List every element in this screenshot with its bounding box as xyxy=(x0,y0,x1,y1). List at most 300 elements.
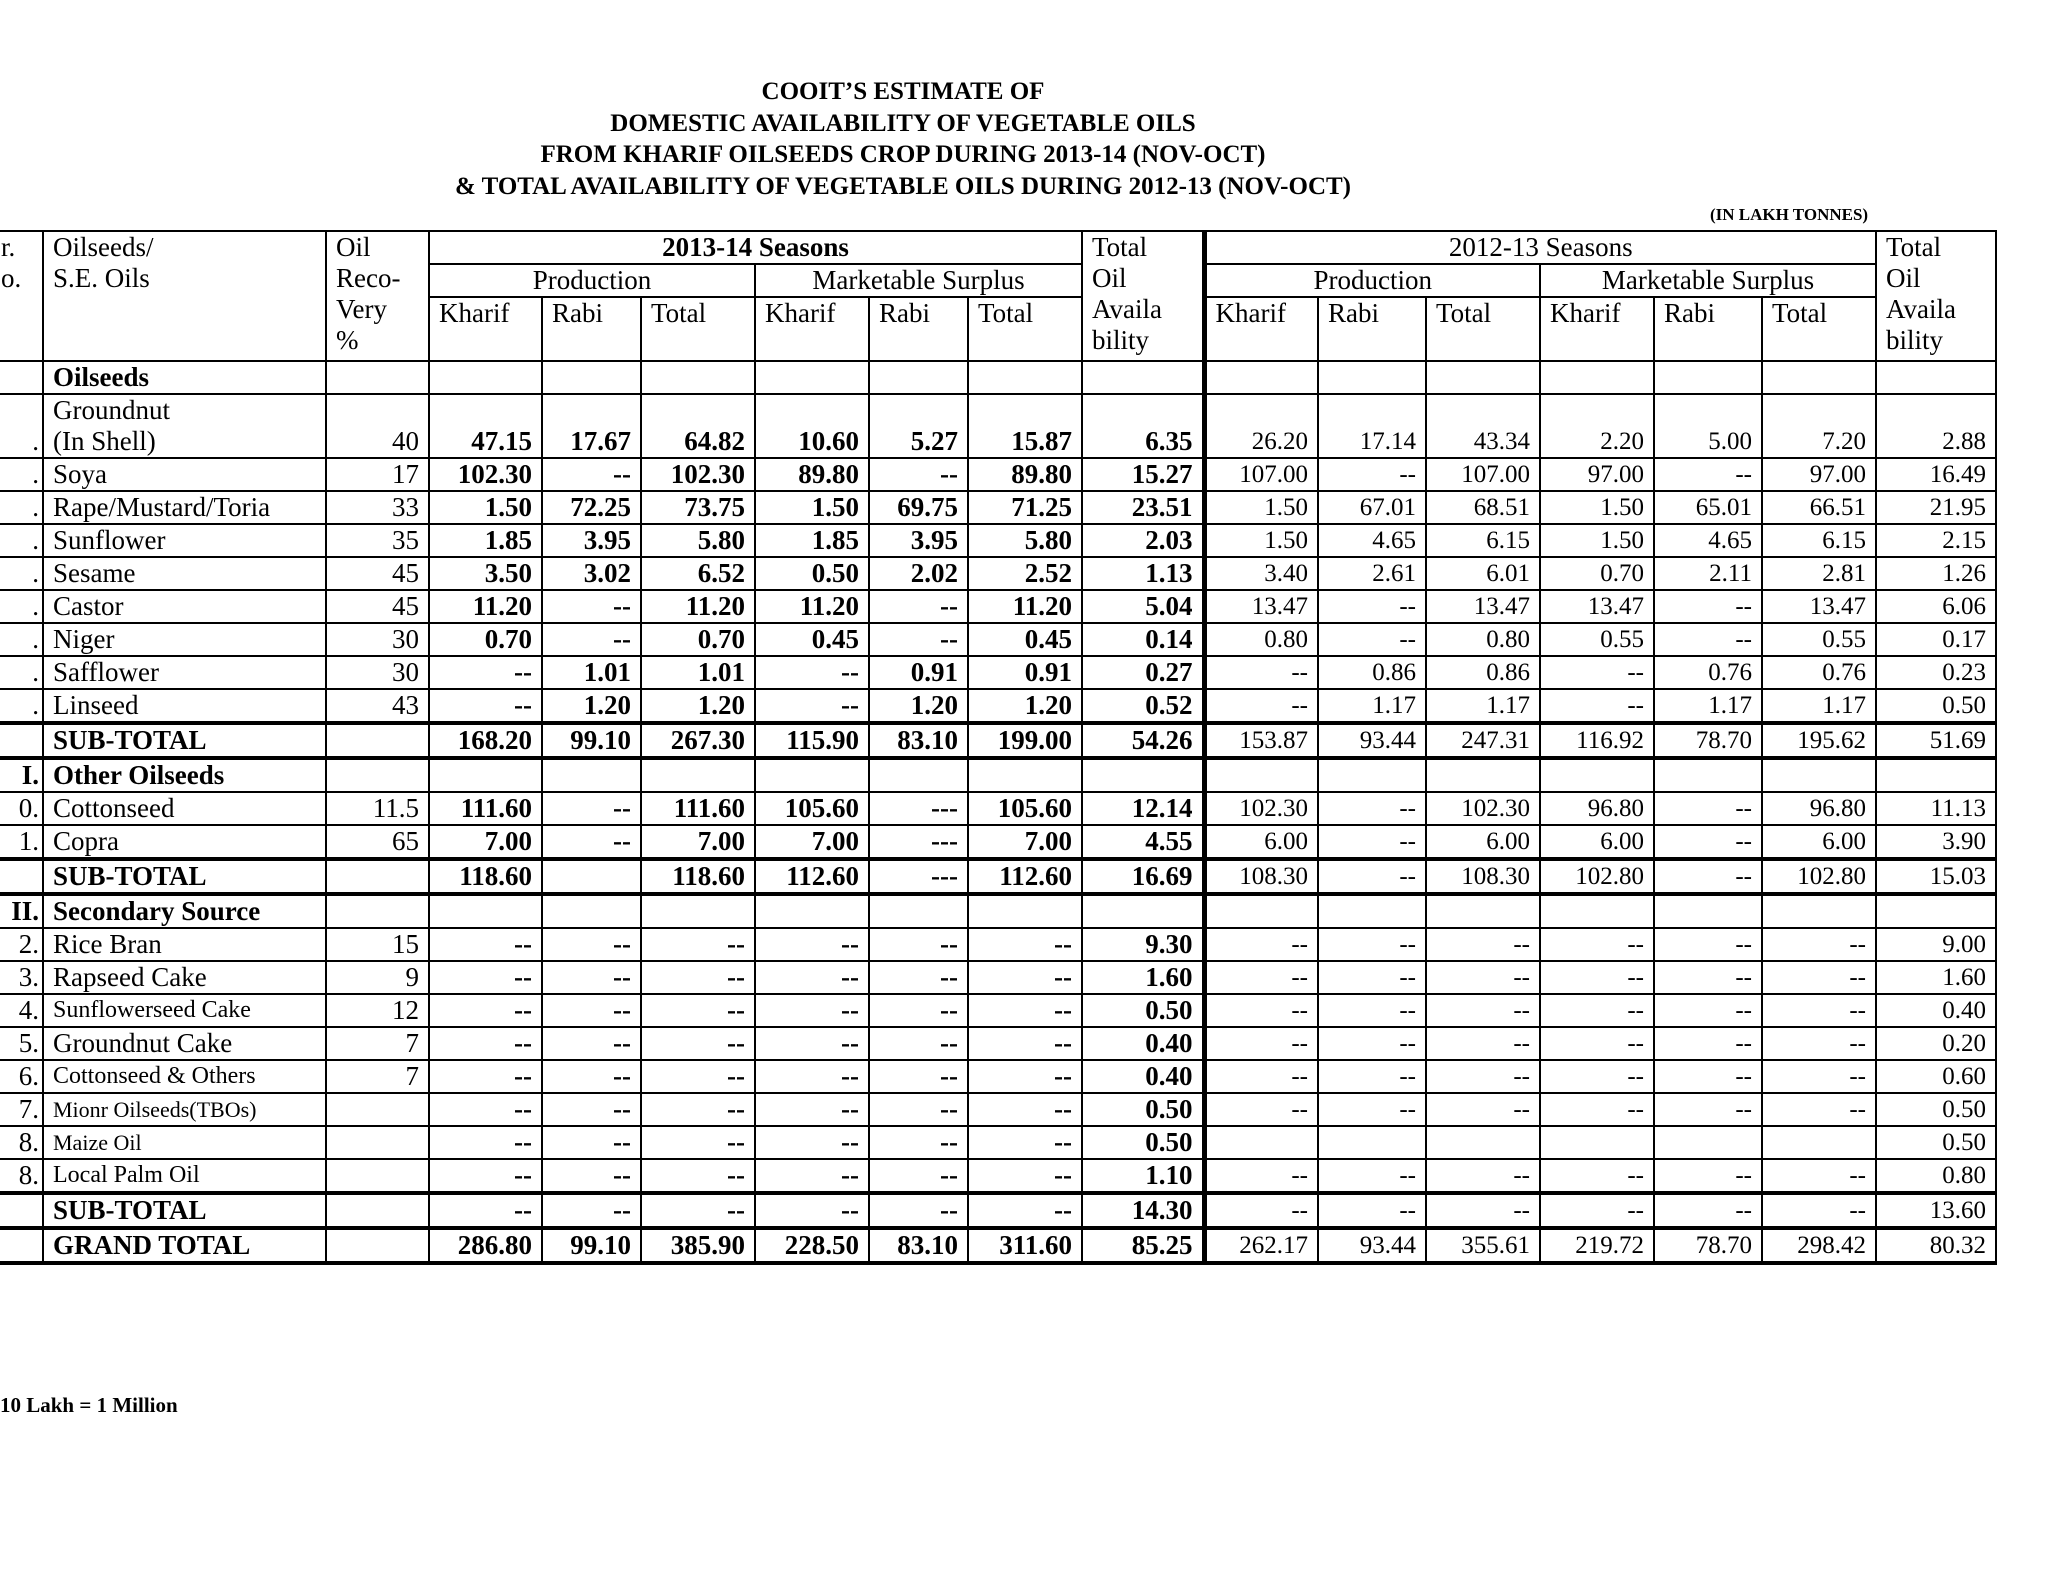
row-name: Linseed xyxy=(43,689,326,723)
value-2013: -- xyxy=(755,656,869,689)
value-2012: 13.60 xyxy=(1876,1193,1996,1228)
subtotal-row xyxy=(0,723,1996,758)
value-2012: 0.86 xyxy=(1426,656,1540,689)
row-recovery xyxy=(326,1126,429,1159)
table-row xyxy=(0,491,1996,524)
empty-cell xyxy=(326,361,429,394)
header-total-oil-2012 xyxy=(1876,231,1996,361)
value-2013: 72.25 xyxy=(542,491,641,524)
value-2012: 13.47 xyxy=(1540,590,1654,623)
value-2012: 1.50 xyxy=(1204,491,1318,524)
section-sr xyxy=(0,361,43,394)
value-2012: 108.30 xyxy=(1204,859,1318,894)
value-2012: -- xyxy=(1318,792,1426,825)
header-total-oil-line: bility xyxy=(1092,325,1150,355)
empty-cell xyxy=(1762,361,1876,394)
value-2012: -- xyxy=(1318,1027,1426,1060)
header-rabi: Rabi xyxy=(869,297,968,361)
table-row xyxy=(0,928,1996,961)
value-2012: 0.80 xyxy=(1426,623,1540,656)
value-2012: 0.80 xyxy=(1204,623,1318,656)
empty-cell xyxy=(1082,361,1204,394)
value-2012 xyxy=(1762,1126,1876,1159)
header-marketable-surplus: Marketable Surplus xyxy=(1540,264,1876,297)
header-total-oil-2013 xyxy=(1082,231,1204,361)
value-2013: -- xyxy=(755,1159,869,1193)
empty-cell xyxy=(869,361,968,394)
row-sr: 8. xyxy=(0,1126,43,1159)
value-2013: 5.04 xyxy=(1082,590,1204,623)
row-name: Copra xyxy=(43,825,326,859)
value-2012: 93.44 xyxy=(1318,1228,1426,1263)
value-2012: -- xyxy=(1654,792,1762,825)
empty-cell xyxy=(1654,894,1762,928)
value-2013: 89.80 xyxy=(755,458,869,491)
title-line: & TOTAL AVAILABILITY OF VEGETABLE OILS DURING 2012-13 (NOV-OCT) xyxy=(454,173,1352,200)
row-name: Sunflowerseed Cake xyxy=(43,994,326,1027)
value-2013: 11.20 xyxy=(429,590,542,623)
row-sr: . xyxy=(0,623,43,656)
title-line: DOMESTIC AVAILABILITY OF VEGETABLE OILS xyxy=(610,110,1196,137)
value-2013: 3.95 xyxy=(542,524,641,557)
value-2012: -- xyxy=(1204,1159,1318,1193)
value-2013: -- xyxy=(542,1027,641,1060)
value-2012: 4.65 xyxy=(1318,524,1426,557)
value-2013: -- xyxy=(869,994,968,1027)
value-2013: -- xyxy=(542,792,641,825)
value-2012: -- xyxy=(1540,994,1654,1027)
value-2013: 1.60 xyxy=(1082,961,1204,994)
value-2013: 1.20 xyxy=(968,689,1082,723)
value-2012: -- xyxy=(1762,1193,1876,1228)
value-2012: 0.17 xyxy=(1876,623,1996,656)
value-2013: -- xyxy=(429,928,542,961)
value-2012: 6.15 xyxy=(1762,524,1876,557)
table-row xyxy=(0,689,1996,723)
value-2013: 54.26 xyxy=(1082,723,1204,758)
value-2013: 111.60 xyxy=(429,792,542,825)
value-2012: -- xyxy=(1654,961,1762,994)
header-production: Production xyxy=(1204,264,1540,297)
value-2012: 1.50 xyxy=(1540,491,1654,524)
header-total-oil-line: Oil xyxy=(1092,263,1127,293)
value-2012 xyxy=(1540,1126,1654,1159)
empty-cell xyxy=(1318,361,1426,394)
value-2013: 15.27 xyxy=(1082,458,1204,491)
value-2012: 1.26 xyxy=(1876,557,1996,590)
value-2013: -- xyxy=(968,1027,1082,1060)
value-2012: 0.80 xyxy=(1876,1159,1996,1193)
value-2013: -- xyxy=(968,1060,1082,1093)
value-2013: -- xyxy=(869,961,968,994)
value-2013: 286.80 xyxy=(429,1228,542,1263)
row-sr: . xyxy=(0,524,43,557)
header-sr-2: o. xyxy=(1,263,22,293)
value-2012: 13.47 xyxy=(1762,590,1876,623)
value-2013: -- xyxy=(641,1193,755,1228)
value-2012: 51.69 xyxy=(1876,723,1996,758)
header-season-2012: 2012-13 Seasons xyxy=(1204,231,1876,264)
value-2013: 0.70 xyxy=(641,623,755,656)
row-name: Maize Oil xyxy=(43,1126,326,1159)
value-2013: -- xyxy=(755,1093,869,1126)
value-2012: 0.50 xyxy=(1876,1126,1996,1159)
value-2013: 1.50 xyxy=(755,491,869,524)
value-2013: -- xyxy=(542,1060,641,1093)
value-2012: 26.20 xyxy=(1204,394,1318,458)
empty-cell xyxy=(1654,361,1762,394)
value-2012: 15.03 xyxy=(1876,859,1996,894)
value-2013: 1.20 xyxy=(641,689,755,723)
value-2013: 0.40 xyxy=(1082,1060,1204,1093)
value-2013: 11.20 xyxy=(641,590,755,623)
header-row xyxy=(0,231,1996,264)
value-2012: -- xyxy=(1318,825,1426,859)
row-recovery: 33 xyxy=(326,491,429,524)
value-2012: 96.80 xyxy=(1540,792,1654,825)
value-2012: -- xyxy=(1654,1193,1762,1228)
value-2012: -- xyxy=(1654,1060,1762,1093)
value-2012: -- xyxy=(1762,1027,1876,1060)
value-2012: -- xyxy=(1654,1027,1762,1060)
value-2013: -- xyxy=(869,1126,968,1159)
value-2013: 0.52 xyxy=(1082,689,1204,723)
section-header-row xyxy=(0,361,1996,394)
value-2012: -- xyxy=(1762,961,1876,994)
value-2013: -- xyxy=(429,1093,542,1126)
empty-cell xyxy=(1082,894,1204,928)
value-2013: -- xyxy=(869,458,968,491)
value-2012: 1.60 xyxy=(1876,961,1996,994)
value-2013: 1.10 xyxy=(1082,1159,1204,1193)
header-oil-recovery-line: Oil xyxy=(336,232,371,262)
value-2012: 107.00 xyxy=(1426,458,1540,491)
row-name xyxy=(43,394,326,458)
empty-cell xyxy=(968,758,1082,792)
value-2013: -- xyxy=(542,825,641,859)
header-sr-1: r. xyxy=(1,232,16,262)
value-2012: 13.47 xyxy=(1204,590,1318,623)
value-2012: -- xyxy=(1540,689,1654,723)
value-2013: -- xyxy=(429,961,542,994)
row-sr xyxy=(0,1193,43,1228)
subtotal-label: SUB-TOTAL xyxy=(43,859,326,894)
value-2013: -- xyxy=(968,1093,1082,1126)
empty-cell xyxy=(869,894,968,928)
row-recovery: 45 xyxy=(326,590,429,623)
empty-cell xyxy=(429,361,542,394)
value-2013: -- xyxy=(968,1193,1082,1228)
value-2013: 2.03 xyxy=(1082,524,1204,557)
value-2013: -- xyxy=(542,1093,641,1126)
empty-cell xyxy=(429,894,542,928)
header-production: Production xyxy=(429,264,755,297)
value-2012: -- xyxy=(1318,623,1426,656)
value-2013: 0.40 xyxy=(1082,1027,1204,1060)
value-2012: 6.15 xyxy=(1426,524,1540,557)
value-2013: 5.80 xyxy=(968,524,1082,557)
value-2012: 67.01 xyxy=(1318,491,1426,524)
value-2012: -- xyxy=(1318,458,1426,491)
value-2013: 112.60 xyxy=(755,859,869,894)
table-row xyxy=(0,557,1996,590)
value-2012: 13.47 xyxy=(1426,590,1540,623)
subtotal-row xyxy=(0,1193,1996,1228)
value-2013: -- xyxy=(542,1159,641,1193)
value-2013: 7.00 xyxy=(429,825,542,859)
table-row xyxy=(0,394,1996,458)
value-2012: 5.00 xyxy=(1654,394,1762,458)
value-2013: -- xyxy=(968,928,1082,961)
value-2012: 0.40 xyxy=(1876,994,1996,1027)
row-recovery xyxy=(326,1159,429,1193)
value-2013: -- xyxy=(869,928,968,961)
row-name: Niger xyxy=(43,623,326,656)
value-2012: 116.92 xyxy=(1540,723,1654,758)
value-2012: 21.95 xyxy=(1876,491,1996,524)
value-2012 xyxy=(1204,1126,1318,1159)
value-2013: 1.13 xyxy=(1082,557,1204,590)
subtotal-label: SUB-TOTAL xyxy=(43,1193,326,1228)
value-2013: -- xyxy=(641,1126,755,1159)
table-row xyxy=(0,656,1996,689)
row-recovery: 15 xyxy=(326,928,429,961)
value-2012: -- xyxy=(1762,928,1876,961)
value-2012: 6.01 xyxy=(1426,557,1540,590)
row-sr: 5. xyxy=(0,1027,43,1060)
table-row xyxy=(0,994,1996,1027)
value-2012: -- xyxy=(1318,1159,1426,1193)
value-2013: -- xyxy=(429,1159,542,1193)
table-row xyxy=(0,1027,1996,1060)
row-recovery: 35 xyxy=(326,524,429,557)
row-sr: 7. xyxy=(0,1093,43,1126)
empty-cell xyxy=(641,758,755,792)
value-2012: 195.62 xyxy=(1762,723,1876,758)
header-total: Total xyxy=(1762,297,1876,361)
row-name-line: (In Shell) xyxy=(53,426,156,456)
value-2013: 118.60 xyxy=(429,859,542,894)
value-2013: 1.20 xyxy=(542,689,641,723)
row-sr: 2. xyxy=(0,928,43,961)
value-2012: -- xyxy=(1540,1159,1654,1193)
header-total-oil-line: Total xyxy=(1092,232,1148,262)
value-2013: -- xyxy=(429,689,542,723)
value-2012: -- xyxy=(1762,994,1876,1027)
value-2013: 0.45 xyxy=(968,623,1082,656)
value-2012: 2.81 xyxy=(1762,557,1876,590)
units-note: (IN LAKH TONNES) xyxy=(1710,205,1869,224)
value-2012: -- xyxy=(1426,1159,1540,1193)
value-2013: 199.00 xyxy=(968,723,1082,758)
row-name: Sunflower xyxy=(43,524,326,557)
value-2013: -- xyxy=(755,689,869,723)
value-2013: 7.00 xyxy=(641,825,755,859)
table-row xyxy=(0,1126,1996,1159)
value-2012: 97.00 xyxy=(1762,458,1876,491)
value-2012: -- xyxy=(1540,1027,1654,1060)
value-2012: 43.34 xyxy=(1426,394,1540,458)
header-season-2013: 2013-14 Seasons xyxy=(429,231,1082,264)
value-2013: 2.52 xyxy=(968,557,1082,590)
header-kharif: Kharif xyxy=(1540,297,1654,361)
header-oil-recovery-line: Reco- xyxy=(336,263,401,293)
row-name: Cottonseed & Others xyxy=(43,1060,326,1093)
value-2013: 73.75 xyxy=(641,491,755,524)
title-line: COOIT’S ESTIMATE OF xyxy=(761,78,1045,105)
oil-availability-table xyxy=(0,230,1997,1265)
value-2013: 0.27 xyxy=(1082,656,1204,689)
row-recovery: 30 xyxy=(326,656,429,689)
value-2013: 0.70 xyxy=(429,623,542,656)
value-2012: -- xyxy=(1204,994,1318,1027)
value-2012: 6.06 xyxy=(1876,590,1996,623)
value-2012: -- xyxy=(1204,1193,1318,1228)
value-2012: 6.00 xyxy=(1762,825,1876,859)
value-2013: 12.14 xyxy=(1082,792,1204,825)
value-2013: 7.00 xyxy=(755,825,869,859)
value-2013: 102.30 xyxy=(429,458,542,491)
value-2012: -- xyxy=(1654,928,1762,961)
value-2013: 311.60 xyxy=(968,1228,1082,1263)
header-total: Total xyxy=(1426,297,1540,361)
value-2013: 6.35 xyxy=(1082,394,1204,458)
value-2012: 1.17 xyxy=(1318,689,1426,723)
value-2013: 5.80 xyxy=(641,524,755,557)
row-sr: . xyxy=(0,394,43,458)
value-2013: 11.20 xyxy=(968,590,1082,623)
value-2012: -- xyxy=(1318,1060,1426,1093)
subtotal-row xyxy=(0,859,1996,894)
empty-cell xyxy=(641,361,755,394)
value-2012: -- xyxy=(1762,1060,1876,1093)
empty-cell xyxy=(429,758,542,792)
value-2012: 0.86 xyxy=(1318,656,1426,689)
table-row xyxy=(0,524,1996,557)
value-2012: 2.15 xyxy=(1876,524,1996,557)
value-2012: 0.60 xyxy=(1876,1060,1996,1093)
header-total-oil-line: Availa xyxy=(1886,294,1956,324)
value-2013: -- xyxy=(968,1126,1082,1159)
value-2013: 83.10 xyxy=(869,1228,968,1263)
value-2013: -- xyxy=(869,590,968,623)
empty-cell xyxy=(1762,758,1876,792)
row-sr xyxy=(0,723,43,758)
footnote: 10 Lakh = 1 Million xyxy=(0,1393,178,1417)
value-2013: 0.50 xyxy=(1082,994,1204,1027)
empty-cell xyxy=(1540,894,1654,928)
header-total-oil-line: bility xyxy=(1886,325,1944,355)
value-2013: 105.60 xyxy=(755,792,869,825)
row-name: Rapseed Cake xyxy=(43,961,326,994)
empty-cell xyxy=(542,361,641,394)
value-2012: 78.70 xyxy=(1654,1228,1762,1263)
value-2012: -- xyxy=(1540,656,1654,689)
value-2012: -- xyxy=(1318,590,1426,623)
header-rabi: Rabi xyxy=(1318,297,1426,361)
empty-cell xyxy=(1540,361,1654,394)
empty-cell xyxy=(755,758,869,792)
value-2013: -- xyxy=(755,928,869,961)
header-kharif: Kharif xyxy=(1204,297,1318,361)
empty-cell xyxy=(542,894,641,928)
section-title: Oilseeds xyxy=(43,361,326,394)
value-2013: -- xyxy=(641,994,755,1027)
row-recovery: 30 xyxy=(326,623,429,656)
value-2013: 0.50 xyxy=(1082,1093,1204,1126)
value-2012: 298.42 xyxy=(1762,1228,1876,1263)
row-recovery xyxy=(326,723,429,758)
empty-cell xyxy=(1876,361,1996,394)
row-recovery: 17 xyxy=(326,458,429,491)
header-oilseeds xyxy=(43,231,326,361)
value-2012: -- xyxy=(1204,689,1318,723)
header-total-oil-line: Total xyxy=(1886,232,1942,262)
value-2013: 5.27 xyxy=(869,394,968,458)
value-2012: 9.00 xyxy=(1876,928,1996,961)
value-2012: -- xyxy=(1762,1159,1876,1193)
value-2013: 47.15 xyxy=(429,394,542,458)
value-2012: 93.44 xyxy=(1318,723,1426,758)
value-2013: -- xyxy=(429,994,542,1027)
section-header-row xyxy=(0,758,1996,792)
header-sr-no xyxy=(0,231,43,361)
value-2012: -- xyxy=(1318,994,1426,1027)
value-2013: 115.90 xyxy=(755,723,869,758)
value-2013: -- xyxy=(968,961,1082,994)
header-kharif: Kharif xyxy=(429,297,542,361)
value-2013: 15.87 xyxy=(968,394,1082,458)
row-sr: 4. xyxy=(0,994,43,1027)
value-2013: -- xyxy=(641,1159,755,1193)
value-2012: 0.20 xyxy=(1876,1027,1996,1060)
row-recovery xyxy=(326,859,429,894)
table-row xyxy=(0,1159,1996,1193)
value-2013: -- xyxy=(869,1093,968,1126)
value-2013: -- xyxy=(869,623,968,656)
empty-cell xyxy=(869,758,968,792)
section-sr: I. xyxy=(0,758,43,792)
value-2012: -- xyxy=(1654,458,1762,491)
row-sr xyxy=(0,859,43,894)
value-2012: 4.65 xyxy=(1654,524,1762,557)
value-2013: -- xyxy=(968,994,1082,1027)
value-2012: -- xyxy=(1540,1193,1654,1228)
value-2012: -- xyxy=(1762,1093,1876,1126)
value-2013: 1.20 xyxy=(869,689,968,723)
value-2012: 219.72 xyxy=(1540,1228,1654,1263)
empty-cell xyxy=(1876,758,1996,792)
value-2013: 10.60 xyxy=(755,394,869,458)
value-2013: -- xyxy=(755,1193,869,1228)
empty-cell xyxy=(1654,758,1762,792)
value-2013: 11.20 xyxy=(755,590,869,623)
value-2013: -- xyxy=(429,1193,542,1228)
value-2012: 16.49 xyxy=(1876,458,1996,491)
row-recovery xyxy=(326,1193,429,1228)
value-2013: -- xyxy=(641,1027,755,1060)
row-name: Mionr Oilseeds(TBOs) xyxy=(43,1093,326,1126)
value-2013: -- xyxy=(542,458,641,491)
row-recovery: 11.5 xyxy=(326,792,429,825)
value-2012: -- xyxy=(1318,1193,1426,1228)
row-name: Safflower xyxy=(43,656,326,689)
value-2012: -- xyxy=(1204,961,1318,994)
value-2012: -- xyxy=(1204,656,1318,689)
value-2013: 83.10 xyxy=(869,723,968,758)
value-2012 xyxy=(1426,1126,1540,1159)
value-2012: 0.55 xyxy=(1540,623,1654,656)
